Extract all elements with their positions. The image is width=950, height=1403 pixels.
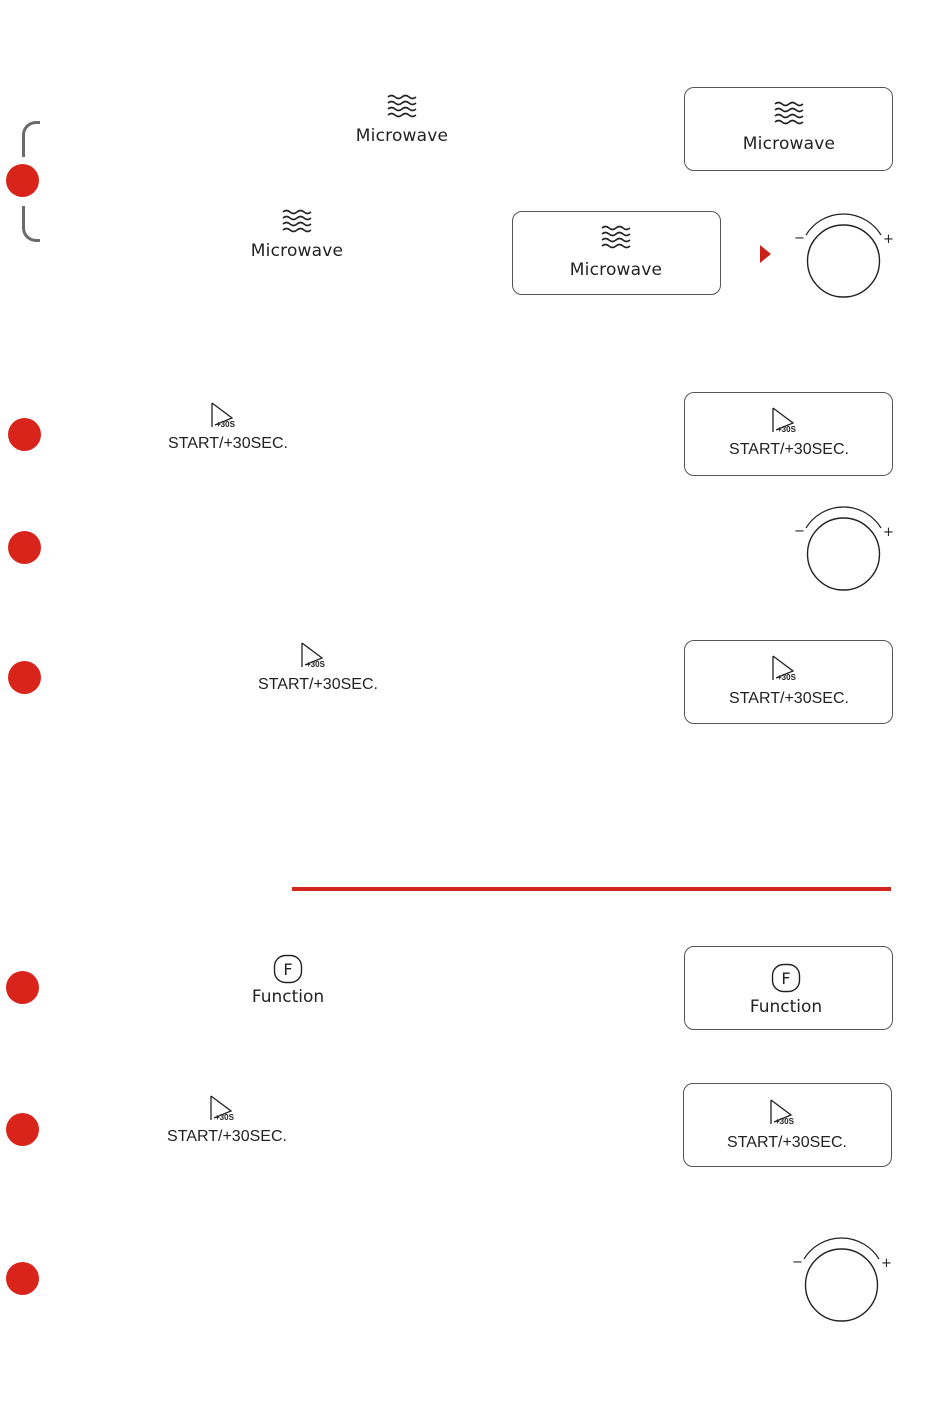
function-f-icon bbox=[273, 954, 303, 988]
svg-text:−: − bbox=[794, 524, 805, 539]
microwave-label: Microwave bbox=[250, 241, 344, 261]
svg-text:+: + bbox=[881, 1256, 892, 1271]
function-button[interactable] bbox=[684, 946, 893, 1030]
arrow-right-icon bbox=[760, 245, 771, 263]
dial-knob-icon bbox=[792, 506, 896, 602]
start-button[interactable] bbox=[684, 640, 893, 724]
dial-knob[interactable] bbox=[792, 213, 896, 309]
svg-text:+30S: +30S bbox=[306, 660, 325, 669]
start-label: START/+30SEC. bbox=[168, 435, 288, 452]
section-divider bbox=[292, 887, 891, 891]
start-triangle-icon bbox=[211, 402, 241, 434]
dial-knob[interactable] bbox=[790, 1237, 894, 1333]
start-triangle-icon bbox=[772, 655, 802, 687]
svg-text:+30S: +30S bbox=[777, 425, 796, 434]
microwave-waves-icon bbox=[387, 93, 417, 123]
group-bracket-top bbox=[22, 121, 40, 157]
start-button-label: START/+30SEC. bbox=[727, 1134, 847, 1151]
start-button-label: START/+30SEC. bbox=[729, 441, 849, 458]
start-button[interactable] bbox=[684, 392, 893, 476]
function-label: Function bbox=[251, 987, 325, 1007]
start-triangle-icon bbox=[301, 642, 331, 674]
svg-text:−: − bbox=[794, 231, 805, 246]
start-triangle-icon bbox=[770, 1099, 800, 1131]
step-marker-6 bbox=[6, 1113, 39, 1146]
svg-text:+: + bbox=[883, 525, 894, 540]
microwave-waves-icon bbox=[774, 100, 804, 130]
microwave-label: Microwave bbox=[355, 126, 449, 146]
dial-knob[interactable] bbox=[792, 506, 896, 602]
svg-text:F: F bbox=[283, 960, 293, 979]
group-bracket-bottom bbox=[22, 206, 40, 242]
microwave-waves-icon bbox=[601, 224, 631, 254]
step-marker-7 bbox=[6, 1262, 39, 1295]
svg-text:F: F bbox=[781, 969, 791, 988]
svg-text:+30S: +30S bbox=[215, 1113, 234, 1122]
start-triangle-icon bbox=[210, 1095, 240, 1127]
step-marker-1 bbox=[6, 164, 39, 197]
step-marker-5 bbox=[6, 971, 39, 1004]
step-marker-4 bbox=[8, 661, 41, 694]
svg-text:+30S: +30S bbox=[775, 1117, 794, 1126]
svg-text:−: − bbox=[792, 1255, 803, 1270]
svg-text:+30S: +30S bbox=[777, 673, 796, 682]
start-label: START/+30SEC. bbox=[258, 676, 378, 693]
start-label: START/+30SEC. bbox=[167, 1128, 287, 1145]
dial-knob-icon bbox=[790, 1237, 894, 1333]
dial-knob-icon bbox=[792, 213, 896, 309]
microwave-button[interactable] bbox=[684, 87, 893, 171]
start-button-label: START/+30SEC. bbox=[729, 690, 849, 707]
microwave-button-label: Microwave bbox=[569, 260, 663, 280]
microwave-waves-icon bbox=[282, 208, 312, 238]
microwave-button[interactable] bbox=[512, 211, 721, 295]
svg-text:+: + bbox=[883, 232, 894, 247]
start-triangle-icon bbox=[772, 407, 802, 439]
function-f-icon bbox=[771, 963, 801, 997]
microwave-button-label: Microwave bbox=[742, 134, 836, 154]
function-button-label: Function bbox=[749, 997, 823, 1017]
start-button[interactable] bbox=[683, 1083, 892, 1167]
step-marker-2 bbox=[8, 418, 41, 451]
svg-text:+30S: +30S bbox=[216, 420, 235, 429]
step-marker-3 bbox=[8, 531, 41, 564]
